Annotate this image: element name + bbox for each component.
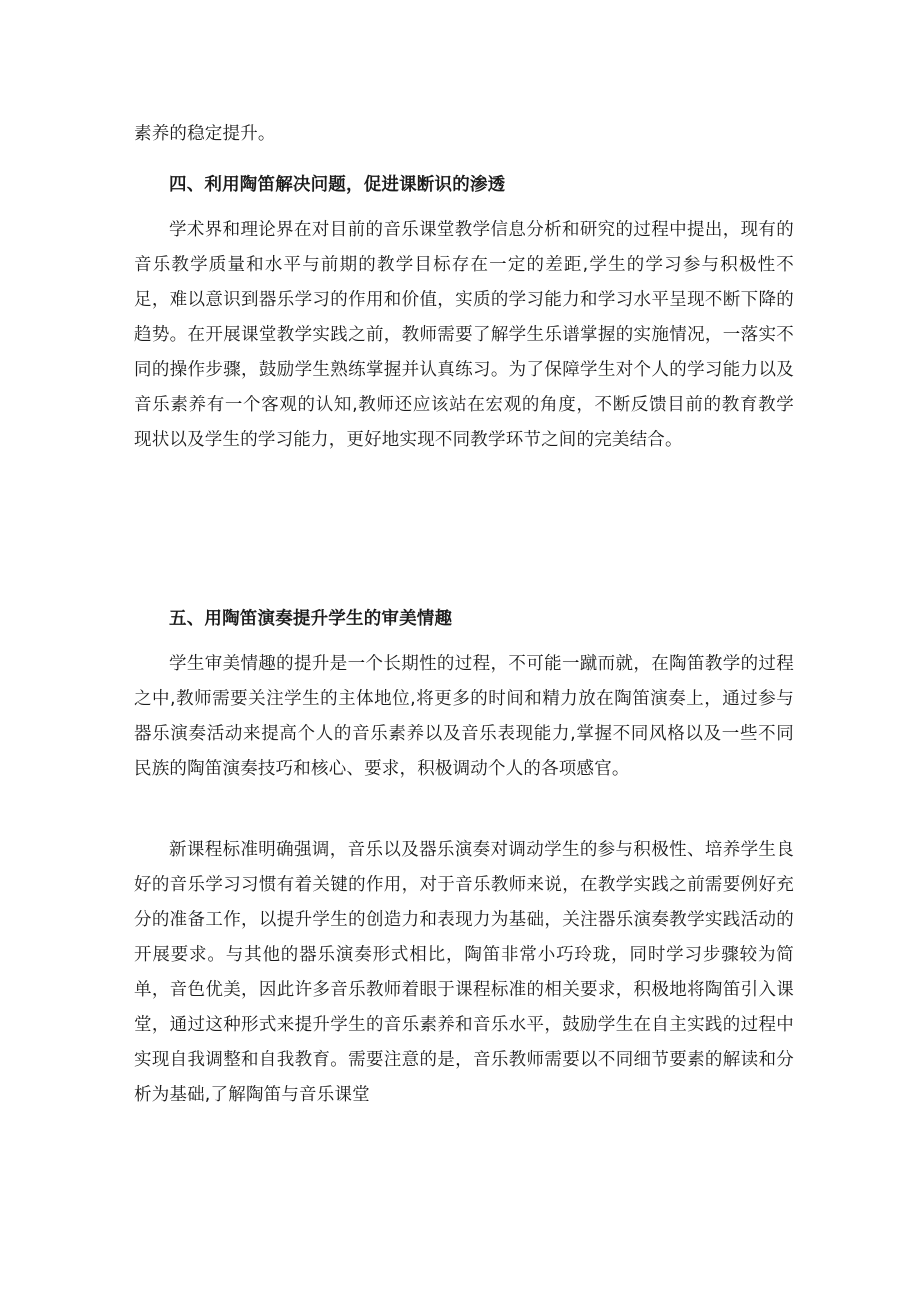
section-5-paragraph-2: 新课程标准明确强调，音乐以及器乐演奏对调动学生的参与积极性、培养学生良好的音乐学习习惯有着关键的作用，对于音乐教师来说，在教学实践之前需要例好充分的准备工作，以提升学生的创造力和表现力为基础，关注器乐演奏教学实践活动的开展要求。与其他的器乐演奏形式相比，陶笛非常小巧玲珑，同时学习步骤较为简单，音色优美，因此许多音乐教师着眼于课程标准的相关要求，积极地将陶笛引入课堂，通过这种形式来提升学生的音乐素养和音乐水平，鼓励学生在自主实践的过程中实现自我调整和自我教育。需要注意的是，音乐教师需要以不同细节要素的解读和分析为基础,了解陶笛与音乐课堂 [134, 840, 794, 1105]
continuation-paragraph-block [134, 117, 794, 152]
section-5-heading: 五、用陶笛演奏提升学生的审美情趣 [169, 609, 453, 629]
section-4-heading-block [134, 168, 794, 203]
section-5-paragraph-1: 学生审美情趣的提升是一个长期性的过程，不可能一蹴而就，在陶笛教学的过程之中,教师需要关注学生的主体地位,将更多的时间和精力放在陶笛演奏上，通过参与器乐演奏活动来提高个人的音乐素养以及音乐表现能力,掌握不同风格以及一些不同民族的陶笛演奏技巧和核心、要求，积极调动个人的各项感官。 [134, 654, 794, 779]
section-5-body-block-1 [134, 647, 794, 787]
section-5-heading-block [134, 602, 794, 637]
section-4-body-block [134, 213, 794, 458]
continuation-paragraph: 素养的稳定提升。 [134, 124, 276, 144]
section-4-paragraph: 学术界和理论界在对目前的音乐课堂教学信息分析和研究的过程中提出，现有的音乐教学质量和水平与前期的教学目标存在一定的差距,学生的学习参与积极性不足，难以意识到器乐学习的作用和价值，实质的学习能力和学习水平呈现不断下降的趋势。在开展课堂教学实践之前，教师需要了解学生乐谱掌握的实施情况，一落实不同的操作步骤，鼓励学生熟练掌握并认真练习。为了保障学生对个人的学习能力以及音乐素养有一个客观的认知,教师还应该站在宏观的角度，不断反馈目前的教育教学现状以及学生的学习能力，更好地实现不同教学环节之间的完美结合。 [134, 220, 794, 450]
section-4-heading: 四、利用陶笛解决问题，促进课断识的渗透 [169, 175, 506, 195]
section-5-body-block-2 [134, 833, 794, 1113]
